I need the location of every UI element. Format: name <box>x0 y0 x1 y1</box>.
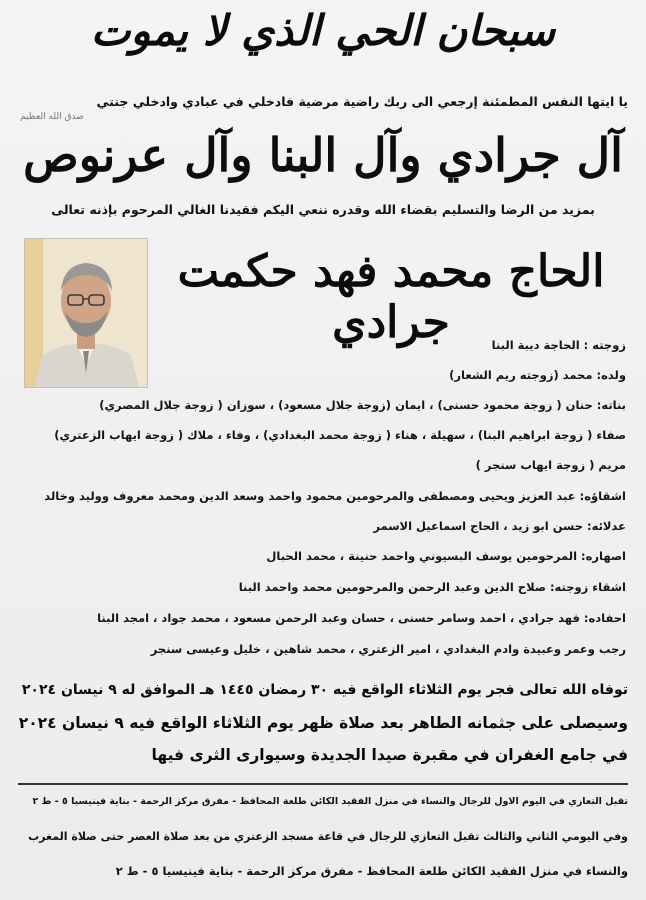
family-line: رجب وعمر وعبيدة وادم البغدادي ، امير الزعتري ، محمد شاهين ، خليل وعيسى سنجر <box>150 642 626 656</box>
condolence-line: وفي اليومي الثاني والثالث تقبل التعازي للرجال في قاعة مسجد الزعتري من بعد صلاة العصر حتى صلاة المغرب <box>28 830 628 843</box>
family-line: عدلائه: حسن ابو زيد ، الحاج اسماعيل الاسمر <box>373 519 626 533</box>
family-line: اصهاره: المرحومين يوسف البسيوني واحمد حنينة ، محمد الحبال <box>266 549 626 563</box>
family-line: اشقاؤه: عبد العزيز ويحيى ومصطفى والمرحومين محمود واحمد وسعد الدين ومحمد معروف ووليد وخالد <box>44 489 626 503</box>
intro-text: بمزيد من الرضا والتسليم بقضاء الله وقدره ننعي اليكم فقيدنا الغالي المرحوم بإذنه تعالى <box>51 202 595 217</box>
funeral-prayer: وسيصلى على جثمانه الطاهر بعد صلاة ظهر يوم الثلاثاء الواقع فيه ٩ نيسان ٢٠٢٤ <box>18 714 628 732</box>
death-announcement: توفاه الله تعالى فجر يوم الثلاثاء الواقع فيه ٣٠ رمضان ١٤٤٥ هـ الموافق له ٩ نيسان ٢٠٢٤ <box>21 682 628 698</box>
family-line: زوجته : الحاجة ديبة البنا <box>491 338 626 352</box>
family-line: بناته: حنان ( زوجة محمود حسنى) ، ايمان (زوجة جلال مسعود) ، سوزان ( زوجة جلال المصري) <box>99 398 626 412</box>
family-line: احفاده: فهد جرادي ، احمد وسامر حسنى ، حسان وعبد الرحمن مسعود ، محمد جواد ، امجد البنا <box>97 611 626 625</box>
portrait-photo-icon <box>25 239 147 387</box>
family-line: مريم ( زوجة ايهاب سنجر ) <box>475 458 626 472</box>
family-line: اشقاء زوجته: صلاح الدين وعبد الرحمن والمرحومين محمد واحمد البنا <box>238 580 626 594</box>
family-names-title: آل جرادي وآل البنا وآل عرنوص <box>23 128 623 182</box>
family-line: ولده: محمد (زوجته ريم الشعار) <box>449 368 626 382</box>
quran-verse: يا ايتها النفس المطمئنة إرجعي الى ربك راضية مرضية فادخلي في عبادي وادخلي جنتي <box>96 94 628 109</box>
divider <box>18 783 628 785</box>
deceased-name: الحاج محمد فهد حكمت جرادي <box>177 246 605 348</box>
family-line: صفاء ( زوجة ابراهيم البنا) ، سهيلة ، هناء ( زوجة محمد البغدادي) ، وفاء ، ملاك ( زوجة ايهاب الزعتري) <box>54 428 626 442</box>
verse-source: صدق الله العظيم <box>20 112 84 122</box>
condolence-line: تقبل التعازي في اليوم الاول للرجال والنساء في منزل الفقيد الكائن طلعة المحافظ - مفرق مركز الرحمة - بناية فينيسيا ٥ - ط ٢ <box>32 796 628 807</box>
condolence-line: والنساء في منزل الفقيد الكائن طلعة المحافظ - مفرق مركز الرحمة - بناية فينيسيا ٥ - ط ٢ <box>115 864 628 878</box>
header-calligraphy: سبحان الحي الذي لا يموت <box>90 6 556 55</box>
burial-location: في جامع الغفران في مقبرة صيدا الجديدة وسيوارى الثرى فيها <box>151 746 628 764</box>
deceased-photo <box>24 238 148 388</box>
